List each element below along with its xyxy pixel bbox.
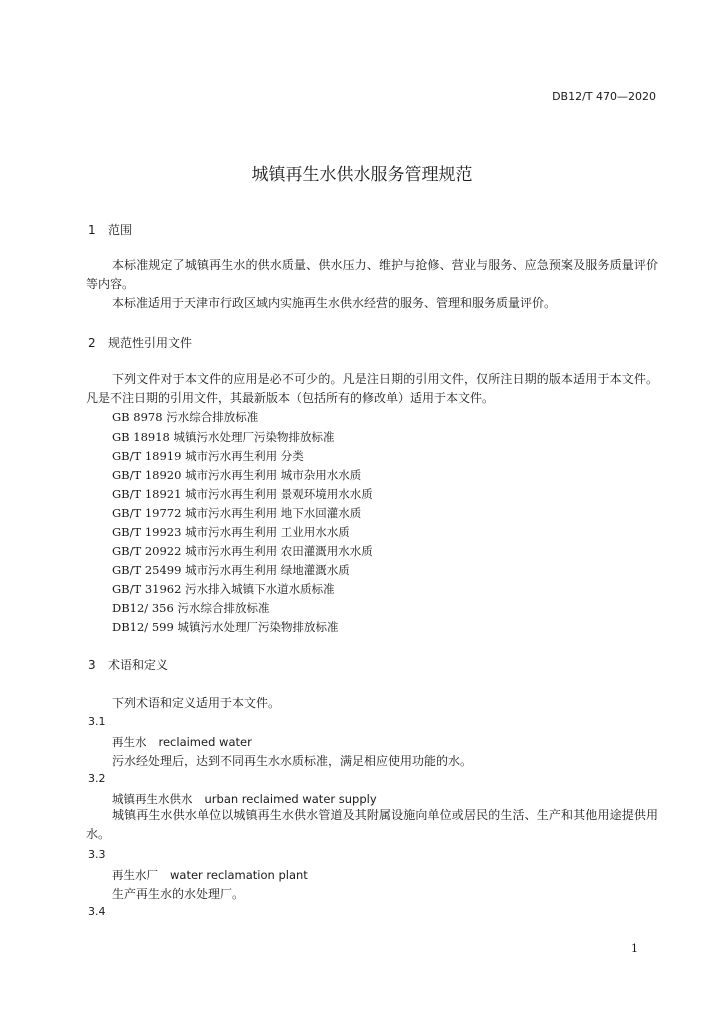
terms-intro: 下列术语和定义适用于本文件。 [112, 696, 281, 710]
scope-paragraph-1: 本标准规定了城镇再生水的供水质量、供水压力、维护与抢修、营业与服务、应急预案及服务质量评价等内容。 [86, 258, 658, 291]
term-zh: 再生水厂 [112, 868, 158, 882]
term-number: 3.3 [88, 848, 106, 861]
section-title: 范围 [108, 223, 133, 237]
term-number: 3.2 [88, 772, 106, 785]
scope-paragraph-2: 本标准适用于天津市行政区域内实施再生水供水经营的服务、管理和服务质量评价。 [112, 296, 557, 310]
term-definition: 生产再生水的水处理厂。 [112, 887, 245, 901]
section-number: 1 [88, 223, 96, 237]
reference-item: GB/T 25499 城市污水再生利用 绿地灌溉水质 [112, 563, 350, 577]
reference-item: DB12/ 599 城镇污水处理厂污染物排放标准 [112, 620, 339, 634]
term-number: 3.1 [88, 715, 106, 728]
standard-number: DB12/T 470—2020 [552, 90, 656, 103]
section-2-heading [88, 334, 192, 351]
section-3-heading [88, 656, 168, 673]
term-en: water reclamation plant [170, 868, 308, 882]
reference-item: GB/T 19923 城市污水再生利用 工业用水水质 [112, 525, 350, 539]
term-heading [112, 867, 308, 883]
term-zh: 再生水 [112, 735, 147, 749]
section-number: 3 [88, 658, 96, 672]
term-zh: 城镇再生水供水 [112, 792, 193, 806]
reference-item: GB/T 18919 城市污水再生利用 分类 [112, 449, 304, 463]
reference-item: GB/T 19772 城市污水再生利用 地下水回灌水质 [112, 506, 362, 520]
reference-item: GB 18918 城镇污水处理厂污染物排放标准 [112, 430, 335, 444]
term-number: 3.4 [88, 905, 106, 918]
page-number: 1 [631, 942, 638, 955]
reference-item: GB/T 18921 城市污水再生利用 景观环境用水水质 [112, 487, 373, 501]
section-1-heading [88, 221, 132, 238]
section-title: 规范性引用文件 [108, 336, 193, 350]
term-heading [112, 734, 252, 750]
references-intro: 下列文件对于本文件的应用是必不可少的。凡是注日期的引用文件，仅所注日期的版本适用于本文件。凡是不注日期的引用文件，其最新版本（包括所有的修改单）适用于本文件。 [86, 372, 658, 405]
section-title: 术语和定义 [108, 658, 169, 672]
reference-item: GB/T 20922 城市污水再生利用 农田灌溉用水水质 [112, 544, 373, 558]
term-definition: 城镇再生水供水单位以城镇再生水供水管道及其附属设施向单位或居民的生活、生产和其他用途提供用水。 [86, 808, 658, 841]
term-heading [112, 791, 377, 807]
term-en: reclaimed water [158, 735, 252, 749]
term-en: urban reclaimed water supply [204, 792, 377, 806]
reference-item: GB/T 31962 污水排入城镇下水道水质标准 [112, 582, 335, 596]
section-number: 2 [88, 336, 96, 350]
reference-item: DB12/ 356 污水综合排放标准 [112, 601, 270, 615]
term-definition: 污水经处理后，达到不同再生水水质标准，满足相应使用功能的水。 [112, 754, 473, 768]
reference-item: GB/T 18920 城市污水再生利用 城市杂用水水质 [112, 468, 362, 482]
reference-item: GB 8978 污水综合排放标准 [112, 410, 259, 424]
document-title: 城镇再生水供水服务管理规范 [251, 165, 473, 185]
